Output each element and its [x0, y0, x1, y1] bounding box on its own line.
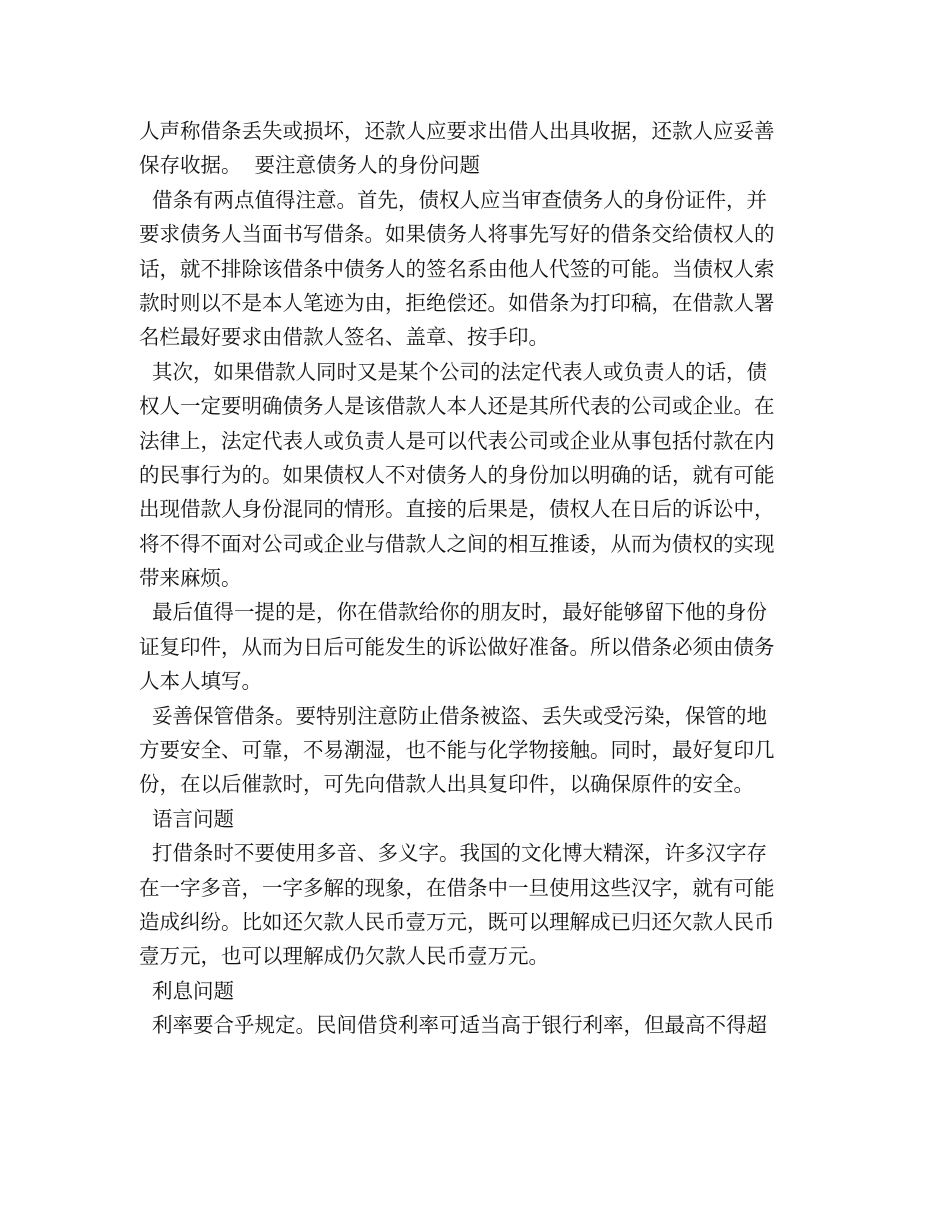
text-line: 证复印件，从而为日后可能发生的诉讼做好准备。所以借条必须由债务: [139, 634, 775, 659]
text-line: 将不得不面对公司或企业与借款人之间的相互推诿，从而为债权的实现: [139, 531, 775, 556]
text-line: 出现借款人身份混同的情形。直接的后果是，债权人在日后的诉讼中，: [139, 497, 775, 522]
section-heading: 语言问题: [139, 806, 235, 831]
text-line: 法律上，法定代表人或负责人是可以代表公司或企业从事包括付款在内: [139, 428, 775, 453]
text-line: 话，就不排除该借条中债务人的签名系由他人代签的可能。当债权人索: [139, 256, 775, 281]
section-heading: 利息问题: [139, 978, 235, 1003]
text-line: 款时则以不是本人笔迹为由，拒绝偿还。如借条为打印稿，在借款人署: [139, 290, 775, 315]
text-line: 打借条时不要使用多音、多义字。我国的文化博大精深，许多汉字存: [139, 841, 768, 866]
text-line: 的民事行为的。如果债权人不对债务人的身份加以明确的话，就有可能: [139, 462, 775, 487]
text-line: 造成纠纷。比如还欠款人民币壹万元，既可以理解成已归还欠款人民币: [139, 909, 775, 934]
text-line: 人声称借条丢失或损坏，还款人应要求出借人出具收据，还款人应妥善: [139, 119, 775, 143]
text-line: 妥善保管借条。要特别注意防止借条被盗、丢失或受污染，保管的地: [139, 703, 768, 728]
text-line: 保存收据。 要注意债务人的身份问题: [139, 153, 481, 178]
text-line: 其次，如果借款人同时又是某个公司的法定代表人或负责人的话，债: [139, 359, 768, 384]
text-line: 名栏最好要求由借款人签名、盖章、按手印。: [139, 325, 549, 350]
text-line: 方要安全、可靠，不易潮湿，也不能与化学物接触。同时，最好复印几: [139, 738, 775, 763]
text-line: 壹万元，也可以理解成仍欠款人民币壹万元。: [139, 944, 549, 969]
document-body: [139, 114, 819, 1043]
text-line: 人本人填写。: [139, 669, 262, 694]
text-line: 份，在以后催款时，可先向借款人出具复印件，以确保原件的安全。: [139, 772, 754, 797]
text-line: 利率要合乎规定。民间借贷利率可适当高于银行利率，但最高不得超: [139, 1013, 768, 1038]
text-line: 要求债务人当面书写借条。如果债务人将事先写好的借条交给债权人的: [139, 222, 775, 247]
text-line: 借条有两点值得注意。首先，债权人应当审查债务人的身份证件，并: [139, 187, 768, 212]
text-line: 权人一定要明确债务人是该借款人本人还是其所代表的公司或企业。在: [139, 394, 775, 419]
text-line: 在一字多音，一字多解的现象，在借条中一旦使用这些汉字，就有可能: [139, 875, 775, 900]
text-line: 最后值得一提的是，你在借款给你的朋友时，最好能够留下他的身份: [139, 600, 768, 625]
text-line: 带来麻烦。: [139, 566, 242, 591]
